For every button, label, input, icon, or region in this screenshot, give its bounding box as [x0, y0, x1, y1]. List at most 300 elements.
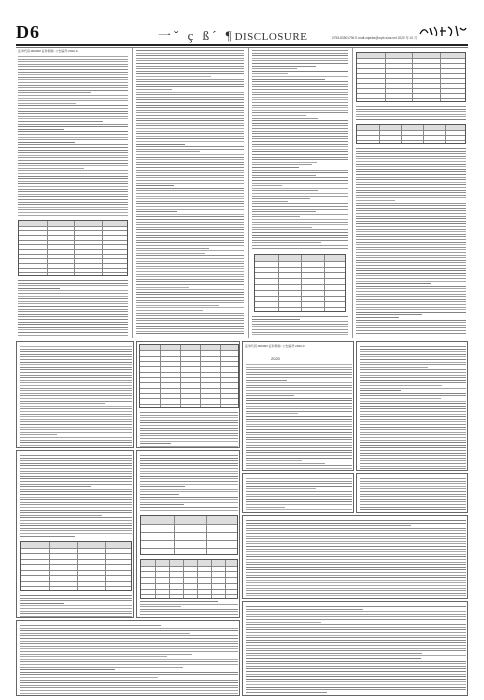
text-line — [18, 72, 128, 73]
text-line — [252, 214, 348, 215]
text-line — [18, 324, 128, 325]
text-line — [136, 300, 244, 301]
text-line — [136, 92, 244, 93]
text-line — [246, 390, 352, 391]
text-line — [20, 458, 132, 459]
text-line — [18, 335, 128, 336]
text-line — [136, 289, 244, 290]
article-1 — [16, 48, 468, 338]
text-line — [18, 126, 128, 127]
article-7 — [136, 450, 240, 618]
text-line — [136, 209, 244, 210]
text-line — [20, 494, 132, 495]
masthead-rule — [16, 44, 468, 46]
text-line — [246, 543, 466, 544]
text-line — [18, 170, 128, 171]
text-line — [246, 546, 466, 547]
text-line — [140, 471, 238, 472]
text-line — [356, 286, 466, 287]
text-line — [18, 163, 128, 164]
text-line — [356, 221, 466, 222]
text-line — [18, 82, 128, 83]
text-line — [20, 377, 132, 378]
text-line — [20, 515, 102, 516]
text-line — [140, 441, 238, 442]
text-line — [356, 268, 466, 269]
text-line — [136, 315, 244, 316]
text-line — [20, 463, 132, 464]
text-line — [140, 435, 238, 436]
text-line — [18, 134, 128, 135]
text-line — [136, 211, 177, 212]
text-line — [252, 232, 348, 233]
text-line — [140, 491, 238, 492]
text-line — [246, 572, 466, 573]
text-line — [20, 442, 132, 443]
text-line — [246, 629, 466, 630]
text-line — [246, 681, 466, 682]
text-line — [252, 112, 348, 113]
text-line — [140, 614, 238, 615]
text-line — [360, 507, 466, 508]
text-line — [136, 133, 244, 134]
text-line — [252, 183, 348, 184]
section-title-text: DISCLOSURE — [234, 31, 308, 43]
text-line — [252, 248, 348, 249]
text-line — [246, 658, 421, 659]
text-line — [136, 229, 244, 230]
text-line — [136, 310, 203, 311]
text-line — [356, 322, 466, 323]
text-line — [20, 497, 132, 498]
text-line — [356, 208, 466, 209]
text-line — [360, 429, 466, 430]
text-line — [136, 128, 244, 129]
text-line — [20, 633, 190, 634]
text-line — [356, 158, 466, 159]
text-line — [246, 421, 352, 422]
text-line — [140, 499, 238, 500]
text-line — [140, 611, 238, 612]
text-line — [356, 169, 466, 170]
text-line — [20, 380, 132, 381]
text-line — [246, 575, 466, 576]
text-line — [140, 502, 238, 503]
text-line — [246, 509, 352, 510]
text-line — [140, 481, 238, 482]
text-line — [246, 530, 466, 531]
text-line — [18, 118, 128, 119]
text-line — [20, 608, 132, 609]
text-line — [20, 369, 132, 370]
text-line — [136, 216, 244, 217]
text-line — [20, 669, 115, 670]
article-3 — [136, 341, 240, 448]
text-line — [252, 66, 316, 67]
text-line — [246, 481, 352, 482]
text-line — [246, 424, 352, 425]
article-2 — [16, 341, 134, 448]
text-line — [252, 79, 325, 80]
text-line — [136, 318, 244, 319]
text-line — [18, 207, 128, 208]
newspaper-logo — [418, 24, 468, 38]
text-line — [18, 87, 128, 88]
text-line — [246, 637, 466, 638]
text-line — [20, 424, 132, 425]
text-line — [246, 413, 298, 414]
text-line — [136, 118, 244, 119]
text-line — [140, 478, 238, 479]
text-line — [18, 113, 128, 114]
text-line — [136, 287, 189, 288]
text-line — [360, 460, 466, 461]
text-line — [18, 288, 60, 289]
text-line — [18, 319, 128, 320]
text-line — [20, 635, 238, 636]
text-line — [246, 432, 352, 433]
text-line — [20, 600, 132, 601]
text-line — [136, 201, 244, 202]
text-line — [356, 226, 466, 227]
column-divider — [352, 48, 353, 338]
text-line — [136, 183, 244, 184]
text-line — [18, 66, 128, 67]
text-line — [246, 640, 466, 641]
text-line — [356, 111, 466, 112]
text-line — [18, 150, 128, 151]
text-line — [252, 71, 348, 72]
text-line — [20, 416, 132, 417]
text-line — [20, 510, 132, 511]
text-line — [20, 434, 57, 435]
text-line — [356, 109, 466, 110]
text-line — [136, 253, 205, 254]
text-line — [246, 496, 352, 497]
text-line — [246, 692, 327, 693]
text-line — [136, 206, 244, 207]
text-line — [136, 240, 244, 241]
text-line — [18, 105, 128, 106]
text-line — [18, 131, 128, 132]
text-line — [246, 590, 466, 591]
text-line — [360, 440, 466, 441]
text-line — [356, 187, 466, 188]
text-line — [20, 648, 238, 649]
text-line — [246, 372, 352, 373]
text-line — [356, 262, 466, 263]
text-line — [136, 258, 244, 259]
text-line — [136, 55, 244, 56]
text-line — [20, 641, 238, 642]
text-line — [18, 194, 128, 195]
text-line — [136, 227, 244, 228]
text-line — [246, 551, 466, 552]
text-line — [246, 455, 352, 456]
text-line — [20, 419, 132, 420]
text-line — [246, 523, 466, 524]
article-12 — [356, 473, 468, 513]
text-line — [140, 604, 238, 605]
text-line — [356, 314, 422, 315]
text-line — [356, 116, 466, 117]
text-line — [20, 680, 238, 681]
text-line — [20, 528, 132, 529]
text-line — [360, 419, 466, 420]
text-line — [136, 76, 211, 77]
text-line — [140, 507, 238, 508]
text-line — [252, 120, 348, 121]
text-line — [360, 380, 466, 381]
text-line — [20, 625, 161, 626]
text-line — [246, 463, 325, 464]
text-line — [18, 95, 128, 96]
text-line — [246, 614, 466, 615]
text-line — [246, 632, 466, 633]
text-line — [246, 666, 466, 667]
text-line — [246, 585, 466, 586]
text-line — [136, 115, 244, 116]
text-line — [20, 351, 132, 352]
text-line — [140, 443, 171, 444]
text-line — [246, 577, 466, 578]
text-line — [136, 185, 174, 186]
text-line — [360, 408, 466, 409]
text-line — [356, 278, 466, 279]
text-line — [246, 369, 352, 370]
text-line — [246, 380, 287, 381]
text-line — [246, 653, 422, 654]
text-line — [18, 178, 128, 179]
text-line — [246, 611, 466, 612]
text-line — [246, 616, 466, 617]
text-line — [360, 406, 466, 407]
text-line — [20, 460, 132, 461]
text-line — [252, 146, 348, 147]
text-line — [252, 55, 348, 56]
text-line — [136, 313, 244, 314]
text-line — [356, 223, 466, 224]
text-line — [18, 103, 76, 104]
text-line — [20, 408, 132, 409]
text-line — [136, 333, 244, 334]
text-line — [20, 638, 238, 639]
text-line — [246, 655, 466, 656]
text-line — [252, 151, 348, 152]
text-line — [360, 414, 466, 415]
text-line — [252, 219, 348, 220]
text-line — [356, 307, 466, 308]
text-line — [136, 245, 244, 246]
text-line — [360, 359, 466, 360]
text-line — [246, 580, 466, 581]
text-line — [360, 385, 442, 386]
data-table — [18, 220, 128, 276]
text-line — [18, 152, 128, 153]
text-line — [360, 501, 466, 502]
text-line — [356, 148, 466, 149]
text-line — [252, 245, 348, 246]
text-line — [360, 450, 466, 451]
article-6 — [16, 450, 134, 618]
text-line — [140, 428, 238, 429]
text-line — [18, 189, 128, 190]
text-line — [18, 121, 103, 122]
text-line — [136, 159, 244, 160]
text-line — [246, 593, 466, 594]
text-line — [20, 687, 238, 688]
text-line — [356, 299, 466, 300]
article-9 — [242, 515, 468, 599]
text-line — [140, 484, 238, 485]
text-line — [140, 601, 218, 602]
text-line — [246, 408, 352, 409]
text-line — [20, 421, 132, 422]
text-line — [246, 395, 294, 396]
text-line — [252, 92, 348, 93]
text-line — [252, 334, 348, 335]
text-line — [356, 231, 466, 232]
text-line — [140, 438, 238, 439]
text-line — [18, 285, 128, 286]
text-line — [252, 203, 348, 204]
text-line — [356, 119, 466, 120]
text-line — [140, 415, 238, 416]
text-line — [252, 149, 348, 150]
text-line — [252, 125, 348, 126]
text-line — [356, 244, 466, 245]
text-line — [140, 486, 185, 487]
text-line — [20, 486, 91, 487]
masthead — [0, 0, 484, 43]
text-line — [18, 147, 128, 148]
text-line — [356, 171, 466, 172]
text-line — [20, 643, 238, 644]
text-line — [18, 181, 128, 182]
text-line — [252, 321, 348, 322]
text-line — [246, 385, 352, 386]
text-line — [136, 110, 244, 111]
text-line — [18, 199, 128, 200]
text-line — [252, 118, 318, 119]
text-line — [140, 446, 238, 447]
data-table — [140, 515, 238, 555]
text-line — [252, 177, 348, 178]
text-line — [18, 59, 128, 60]
text-line — [360, 377, 466, 378]
text-line — [20, 502, 132, 503]
text-line — [136, 149, 244, 150]
text-line — [20, 372, 132, 373]
text-line — [136, 292, 244, 293]
text-line — [20, 346, 132, 347]
text-line — [136, 94, 244, 95]
text-line — [252, 196, 348, 197]
text-line — [356, 309, 466, 310]
text-line — [252, 188, 348, 189]
text-line — [356, 205, 466, 206]
text-line — [356, 273, 466, 274]
text-line — [246, 439, 352, 440]
text-line — [246, 554, 466, 555]
text-line — [20, 484, 132, 485]
text-line — [360, 455, 466, 456]
text-line — [360, 424, 466, 425]
article-heading: 证券代码:000000 证券简称: 公告编号:2020-0 — [245, 344, 305, 348]
text-line — [136, 297, 244, 298]
text-line — [136, 71, 244, 72]
text-line — [252, 94, 348, 95]
text-line — [360, 509, 466, 510]
text-line — [246, 507, 285, 508]
text-line — [246, 419, 352, 420]
text-line — [252, 172, 348, 173]
text-line — [246, 663, 466, 664]
text-line — [136, 102, 244, 103]
text-line — [136, 302, 244, 303]
text-line — [360, 499, 466, 500]
text-line — [246, 562, 466, 563]
text-line — [360, 466, 466, 467]
text-line — [20, 359, 132, 360]
text-line — [136, 123, 244, 124]
text-line — [246, 468, 352, 469]
text-line — [252, 123, 348, 124]
text-line — [252, 237, 348, 238]
text-line — [252, 144, 348, 145]
text-line — [246, 442, 352, 443]
text-line — [356, 216, 466, 217]
text-line — [356, 296, 466, 297]
text-line — [136, 235, 244, 236]
text-line — [356, 242, 466, 243]
text-line — [18, 290, 128, 291]
text-line — [252, 102, 348, 103]
text-line — [140, 433, 238, 434]
text-line — [360, 346, 466, 347]
text-line — [136, 141, 244, 142]
text-line — [356, 213, 466, 214]
text-line — [18, 160, 128, 161]
text-line — [136, 81, 244, 82]
text-line — [20, 403, 105, 404]
text-line — [252, 198, 310, 199]
text-line — [18, 296, 128, 297]
text-line — [356, 174, 466, 175]
text-line — [360, 369, 466, 370]
text-line — [136, 68, 244, 69]
text-line — [252, 60, 348, 61]
text-line — [140, 489, 238, 490]
text-line — [246, 460, 302, 461]
text-line — [356, 106, 466, 107]
text-line — [360, 437, 466, 438]
text-line — [356, 325, 466, 326]
text-line — [18, 165, 128, 166]
text-line — [252, 316, 348, 317]
text-line — [136, 326, 244, 327]
text-line — [246, 624, 466, 625]
text-line — [360, 372, 466, 373]
text-line — [246, 447, 352, 448]
text-line — [252, 216, 300, 217]
text-line — [360, 478, 466, 479]
text-line — [246, 684, 466, 685]
text-line — [360, 434, 466, 435]
text-line — [252, 162, 317, 163]
text-line — [252, 185, 282, 186]
text-line — [20, 362, 132, 363]
